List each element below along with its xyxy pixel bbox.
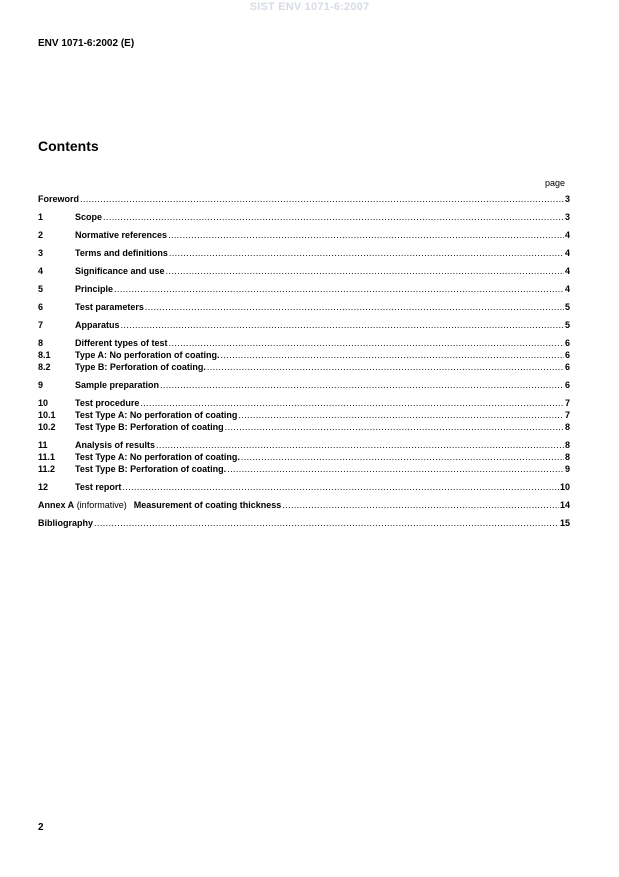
dot-leader	[169, 337, 564, 349]
toc-entry-number: 11	[38, 440, 48, 450]
page-column-label: page	[545, 178, 566, 188]
toc-entry-title: Test procedure	[75, 398, 140, 408]
toc-entry[interactable]	[38, 379, 570, 391]
dot-leader	[121, 319, 564, 331]
toc-entry[interactable]	[38, 283, 570, 295]
toc-entry-page: 4	[564, 284, 570, 294]
toc-entry-page: 5	[564, 302, 570, 312]
dot-leader	[114, 283, 564, 295]
dot-leader	[227, 463, 564, 475]
toc-entry-foreword[interactable]	[38, 193, 570, 205]
toc-entry-number: 8.1	[38, 350, 51, 360]
toc-entry-page: 6	[564, 350, 570, 360]
toc-entry-page: 6	[564, 338, 570, 348]
toc-entry-page: 7	[564, 398, 570, 408]
toc-entry-annex-a[interactable]	[38, 499, 570, 511]
toc-entry-title: Measurement of coating thickness	[133, 500, 282, 510]
toc-entry[interactable]	[38, 265, 570, 277]
toc-entry-title: Analysis of results	[75, 440, 156, 450]
toc-entry-page: 8	[564, 452, 570, 462]
toc-entry-title: Principle	[75, 284, 114, 294]
annex-note: (informative)	[76, 500, 127, 510]
toc-entry-title: Foreword	[38, 194, 80, 204]
toc-entry[interactable]	[38, 247, 570, 259]
toc-entry-number: 4	[38, 266, 44, 276]
toc-entry-title: Test Type B: Perforation of coating.	[75, 464, 227, 474]
toc-entry-number: 11.2	[38, 464, 56, 474]
dot-leader	[80, 193, 564, 205]
toc-entry-title: Normative references	[75, 230, 168, 240]
toc-entry-number: 7	[38, 320, 44, 330]
toc-entry[interactable]	[38, 301, 570, 313]
toc-entry-page: 14	[559, 500, 570, 510]
toc-entry-number: 10.1	[38, 410, 56, 420]
dot-leader	[145, 301, 564, 313]
toc-entry-title: Test Type A: No perforation of coating.	[75, 452, 240, 462]
toc-entry-page: 6	[564, 362, 570, 372]
toc-entry-number: 10	[38, 398, 49, 408]
toc-subentry[interactable]	[38, 361, 570, 373]
dot-leader	[169, 247, 564, 259]
toc-entry-title: Type A: No perforation of coating.	[75, 350, 220, 360]
toc-entry-number: 8	[38, 338, 44, 348]
dot-leader	[225, 421, 564, 433]
toc-entry-page: 8	[564, 440, 570, 450]
watermark: SIST ENV 1071-6:2007	[249, 1, 370, 13]
toc-entry-number: 2	[38, 230, 44, 240]
toc-entry-number: 11.1	[38, 452, 56, 462]
toc-subentry[interactable]	[38, 349, 570, 361]
toc-entry-page: 3	[564, 194, 570, 204]
toc-entry-title: Type B: Perforation of coating.	[75, 362, 206, 372]
toc-subentry[interactable]	[38, 451, 570, 463]
toc-entry-page: 8	[564, 422, 570, 432]
toc-entry-page: 15	[559, 518, 570, 528]
dot-leader	[282, 499, 559, 511]
dot-leader	[140, 397, 564, 409]
toc-entry-title: Apparatus	[75, 320, 120, 330]
annex-label: Annex A	[38, 500, 75, 510]
toc-entry-title: Test report	[75, 482, 122, 492]
toc-entry-title: Terms and definitions	[75, 248, 168, 258]
toc-entry-title: Test parameters	[75, 302, 144, 312]
dot-leader	[166, 265, 564, 277]
dot-leader	[221, 349, 564, 361]
toc-entry-bibliography[interactable]	[38, 517, 570, 529]
toc-entry-title: Different types of test	[75, 338, 168, 348]
toc-entry[interactable]	[38, 481, 570, 493]
toc-entry-number: 1	[38, 212, 44, 222]
toc-entry-title: Test Type A: No perforation of coating	[75, 410, 238, 420]
toc-entry[interactable]	[38, 319, 570, 331]
toc-entry-page: 10	[559, 482, 570, 492]
toc-entry-number: 3	[38, 248, 44, 258]
toc-entry-page: 4	[564, 230, 570, 240]
toc-entry-number: 9	[38, 380, 44, 390]
toc-entry-page: 4	[564, 248, 570, 258]
toc-entry-page: 7	[564, 410, 570, 420]
document-id: ENV 1071-6:2002 (E)	[38, 38, 135, 49]
toc-entry-number: 8.2	[38, 362, 51, 372]
toc-entry-title: Bibliography	[38, 518, 94, 528]
page-number: 2	[38, 822, 44, 833]
toc-entry-page: 3	[564, 212, 570, 222]
toc-entry-page: 6	[564, 380, 570, 390]
toc-subentry[interactable]	[38, 463, 570, 475]
toc-entry[interactable]	[38, 439, 570, 451]
toc-entry-number: 5	[38, 284, 44, 294]
toc-entry-page: 4	[564, 266, 570, 276]
dot-leader	[103, 211, 564, 223]
toc-subentry[interactable]	[38, 421, 570, 433]
dot-leader	[94, 517, 559, 529]
toc-entry-number: 12	[38, 482, 49, 492]
dot-leader	[160, 379, 564, 391]
dot-leader	[156, 439, 564, 451]
toc-entry[interactable]	[38, 211, 570, 223]
toc-entry-title: Test Type B: Perforation of coating	[75, 422, 224, 432]
toc-entry[interactable]	[38, 337, 570, 349]
table-of-contents	[38, 193, 570, 529]
toc-entry-title: Significance and use	[75, 266, 165, 276]
toc-entry[interactable]	[38, 397, 570, 409]
toc-entry[interactable]	[38, 229, 570, 241]
toc-entry-number: 10.2	[38, 422, 56, 432]
toc-subentry[interactable]	[38, 409, 570, 421]
contents-heading: Contents	[38, 138, 99, 154]
dot-leader	[168, 229, 564, 241]
dot-leader	[207, 361, 564, 373]
toc-entry-page: 9	[564, 464, 570, 474]
toc-entry-page: 5	[564, 320, 570, 330]
dot-leader	[238, 409, 564, 421]
toc-entry-title: Scope	[75, 212, 103, 222]
toc-entry-number: 6	[38, 302, 44, 312]
toc-entry-title: Sample preparation	[75, 380, 160, 390]
dot-leader	[241, 451, 564, 463]
dot-leader	[122, 481, 559, 493]
